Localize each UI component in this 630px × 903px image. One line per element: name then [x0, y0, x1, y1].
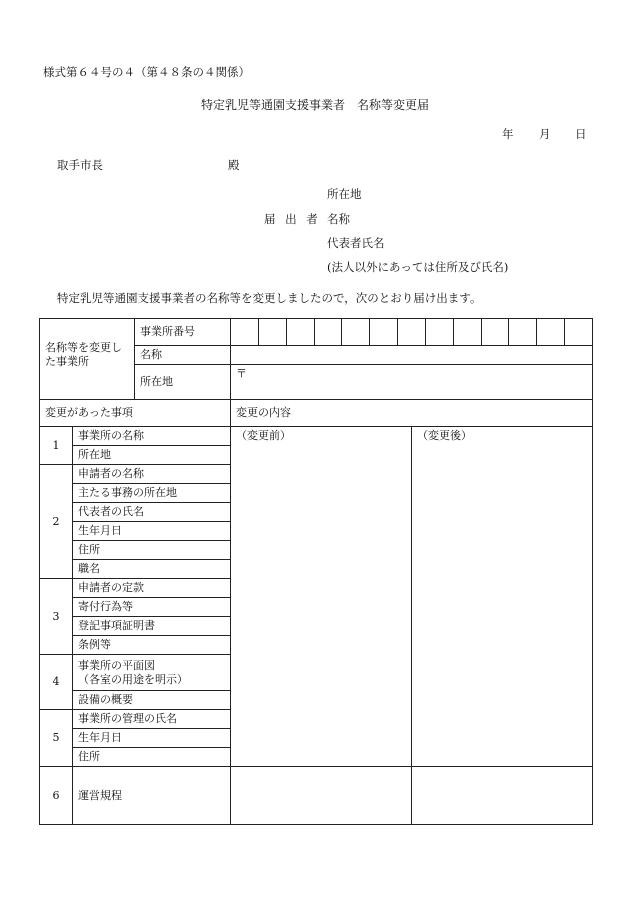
facility-number-digit-box[interactable] [341, 319, 369, 345]
group-number: 2 [40, 465, 73, 579]
intro-text: 特定乳児等通園支援事業者の名称等を変更しましたので，次のとおり届け出ます。 [57, 291, 482, 305]
changed-item-label: 住所 [73, 748, 231, 767]
after-change-field-6[interactable] [412, 767, 593, 825]
document-title: 特定乳児等通園支援事業者 名称等変更届 [200, 98, 429, 112]
changed-item-label: 運営規程 [73, 767, 231, 825]
changed-item-label: 生年月日 [73, 522, 231, 541]
changed-item-label: 住所 [73, 541, 231, 560]
changed-item-label: 登記事項証明書 [73, 617, 231, 636]
after-change-label: （変更後） [417, 429, 472, 442]
changed-item-label: 申請者の名称 [73, 465, 231, 484]
changed-item-label: 条例等 [73, 636, 231, 655]
changed-item-label: 事業所の名称 [73, 427, 231, 446]
before-change-label: （変更前） [236, 429, 291, 442]
changed-item-label: 申請者の定款 [73, 579, 231, 598]
changed-item-label: 事業所の平面図 （各室の用途を明示） [73, 655, 231, 691]
facility-number-boxes[interactable] [231, 319, 593, 346]
changed-item-label: 主たる事務の所在地 [73, 484, 231, 503]
facility-number-digit-box[interactable] [286, 319, 314, 345]
date-day-label: 日 [575, 127, 587, 141]
changed-item-label: 職名 [73, 560, 231, 579]
group-number: 6 [40, 767, 73, 825]
changed-item-label: 代表者の氏名 [73, 503, 231, 522]
changed-item-label: 寄付行為等 [73, 598, 231, 617]
facility-address-label: 所在地 [135, 365, 231, 400]
facility-number-digit-box[interactable] [397, 319, 425, 345]
changed-item-label: 設備の概要 [73, 691, 231, 710]
changed-item-label: 所在地 [73, 446, 231, 465]
postal-mark: 〒 [236, 367, 247, 380]
date-year-label: 年 [502, 127, 514, 141]
facility-name-label: 名称 [135, 346, 231, 365]
form-number: 様式第６４号の４（第４８条の４関係） [43, 65, 250, 79]
facility-number-digit-box[interactable] [425, 319, 453, 345]
changed-item-label: 生年月日 [73, 729, 231, 748]
facility-number-digit-box[interactable] [314, 319, 342, 345]
facility-number-digit-box[interactable] [369, 319, 397, 345]
facility-number-label: 事業所番号 [135, 319, 231, 346]
facility-number-digit-box[interactable] [453, 319, 481, 345]
facility-number-digit-box[interactable] [258, 319, 286, 345]
facility-label: 名称等を変更した事業所 [40, 319, 135, 400]
group-number: 5 [40, 710, 73, 767]
facility-address-field[interactable] [231, 365, 593, 400]
facility-name-field[interactable] [231, 346, 593, 365]
addressee: 取手市長 [57, 158, 103, 172]
changed-item-header: 変更があった事項 [40, 400, 231, 427]
before-change-field[interactable] [231, 427, 412, 767]
applicant-rep-label: 代表者氏名 [327, 236, 385, 250]
change-form-table [39, 318, 593, 825]
group-number: 1 [40, 427, 73, 465]
applicant-address-label: 所在地 [327, 187, 362, 201]
facility-number-digit-box[interactable] [536, 319, 564, 345]
applicant-header: 届 出 者 [264, 212, 321, 226]
facility-number-digit-box[interactable] [481, 319, 509, 345]
change-content-header: 変更の内容 [231, 400, 593, 427]
facility-number-digit-box[interactable] [231, 319, 258, 345]
applicant-note: (法人以外にあっては住所及び氏名) [327, 260, 509, 274]
facility-number-digit-box[interactable] [564, 319, 592, 345]
applicant-name-label: 名称 [327, 212, 350, 226]
date-month-label: 月 [539, 127, 551, 141]
facility-number-digit-box[interactable] [508, 319, 536, 345]
after-change-field[interactable] [412, 427, 593, 767]
before-change-field-6[interactable] [231, 767, 412, 825]
changed-item-label: 事業所の管理の氏名 [73, 710, 231, 729]
group-number: 4 [40, 655, 73, 710]
honorific: 殿 [228, 158, 240, 172]
group-number: 3 [40, 579, 73, 655]
